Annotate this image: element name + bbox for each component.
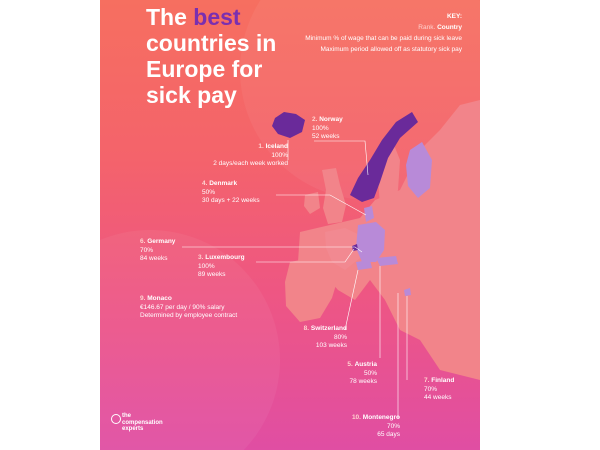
iberia-shape	[285, 258, 338, 322]
label-austria: 5. Austria 50% 78 weeks	[347, 361, 377, 385]
leader-denmark	[276, 195, 366, 215]
iceland-shape	[272, 112, 305, 138]
label-switzerland: 8. Switzerland 80% 103 weeks	[303, 325, 347, 349]
page-title: The best countries in Europe for sick pay	[146, 4, 277, 108]
label-montenegro: 10. Montenegro 70% 65 days	[351, 414, 400, 438]
label-iceland: 1. Iceland 100% 2 days/each week worked	[213, 143, 288, 167]
label-norway: 2. Norway 100% 52 weeks	[312, 116, 343, 140]
label-germany: 6. Germany 70% 84 weeks	[140, 238, 176, 262]
label-luxembourg: 3. Luxembourg 100% 89 weeks	[198, 254, 245, 278]
brand-logo: the compensation experts	[122, 413, 163, 433]
logo-mark-icon	[111, 414, 121, 424]
leader-norway	[314, 141, 368, 175]
legend-key: KEY: Rank. Country Minimum % of wage that can be paid during sick leave Maximum period allowed off as statutory sick pay	[305, 13, 462, 53]
label-monaco: 9. Monaco €146.67 per day / 90% salary Determined by employee contract	[140, 295, 238, 319]
label-finland: 7. Finland 70% 44 weeks	[424, 377, 455, 401]
infographic-poster	[100, 0, 480, 450]
label-denmark: 4. Denmark 50% 30 days + 22 weeks	[202, 180, 260, 204]
title-highlight: best	[193, 4, 241, 30]
uk-shape	[322, 168, 346, 224]
